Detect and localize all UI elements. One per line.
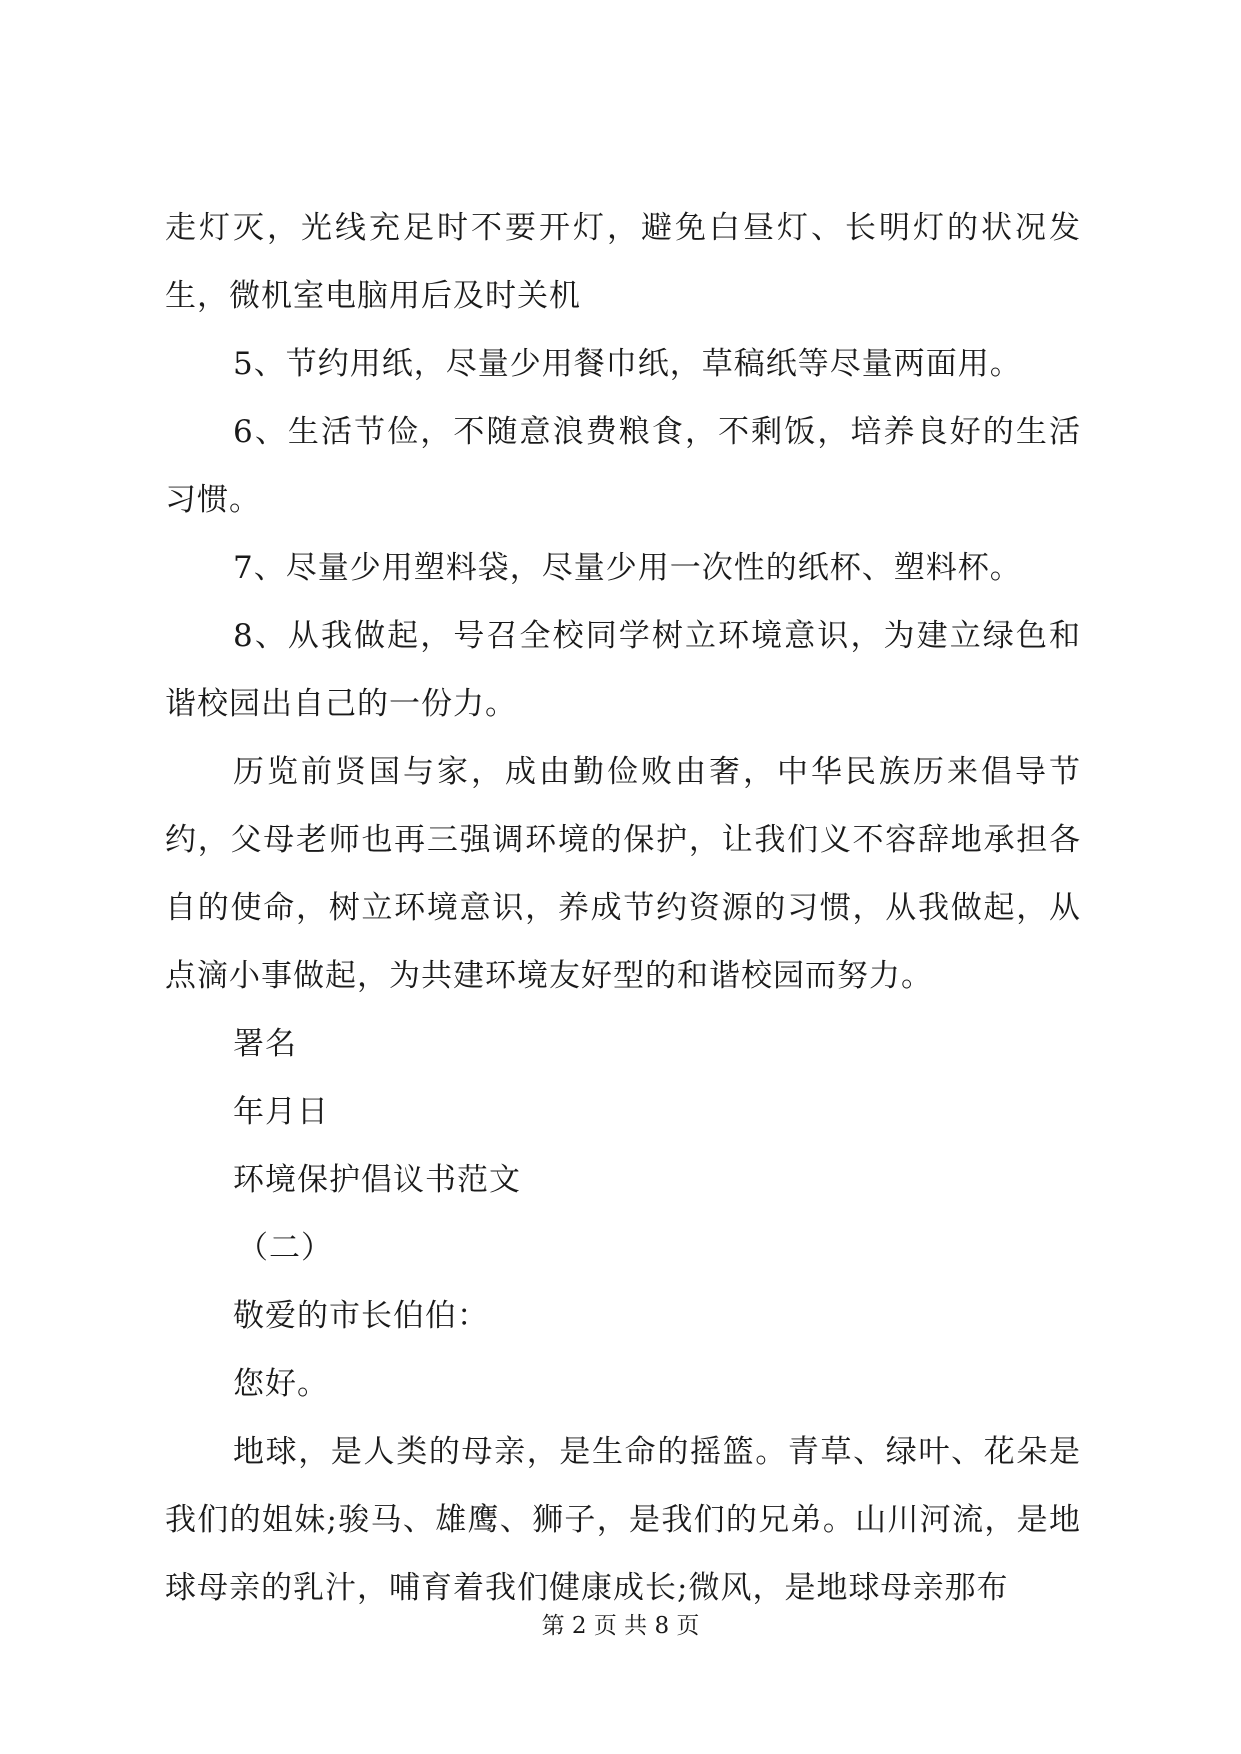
date-line: 年月日 (233, 1094, 329, 1130)
greeting: 您好。 (233, 1366, 329, 1402)
page-footer: 第 2 页 共 8 页 (541, 1613, 700, 1639)
signature-line: 署名 (233, 1026, 297, 1062)
salutation: 敬爱的市长伯伯： (233, 1298, 489, 1334)
list-item-8: 8、从我做起，号召全校同学树立环境意识，为建立绿色和谐校园出自己的一份力。 (165, 618, 1081, 722)
section-title: 环境保护倡议书范文 (233, 1162, 521, 1198)
body-paragraph: 地球，是人类的母亲，是生命的摇篮。青草、绿叶、花朵是我们的姐妹;骏马、雄鹰、狮子，是我们的兄弟。山川河流，是地球母亲的乳汁，哺育着我们健康成长;微风，是地球母亲那布 (165, 1434, 1081, 1606)
list-item-5: 5、节约用纸，尽量少用餐巾纸，草稿纸等尽量两面用。 (233, 346, 1022, 382)
document-body (165, 194, 1081, 1622)
paragraph-continued: 走灯灭，光线充足时不要开灯，避免白昼灯、长明灯的状况发生，微机室电脑用后及时关机 (165, 210, 1081, 314)
section-number: （二） (237, 1230, 333, 1266)
list-item-6: 6、生活节俭，不随意浪费粮食，不剩饭，培养良好的生活习惯。 (165, 414, 1081, 518)
closing-paragraph: 历览前贤国与家，成由勤俭败由奢，中华民族历来倡导节约，父母老师也再三强调环境的保护，让我们义不容辞地承担各自的使命，树立环境意识，养成节约资源的习惯，从我做起，从点滴小事做起，为共建环境友好型的和谐校园而努力。 (165, 754, 1081, 994)
list-item-7: 7、尽量少用塑料袋，尽量少用一次性的纸杯、塑料杯。 (233, 550, 1022, 586)
